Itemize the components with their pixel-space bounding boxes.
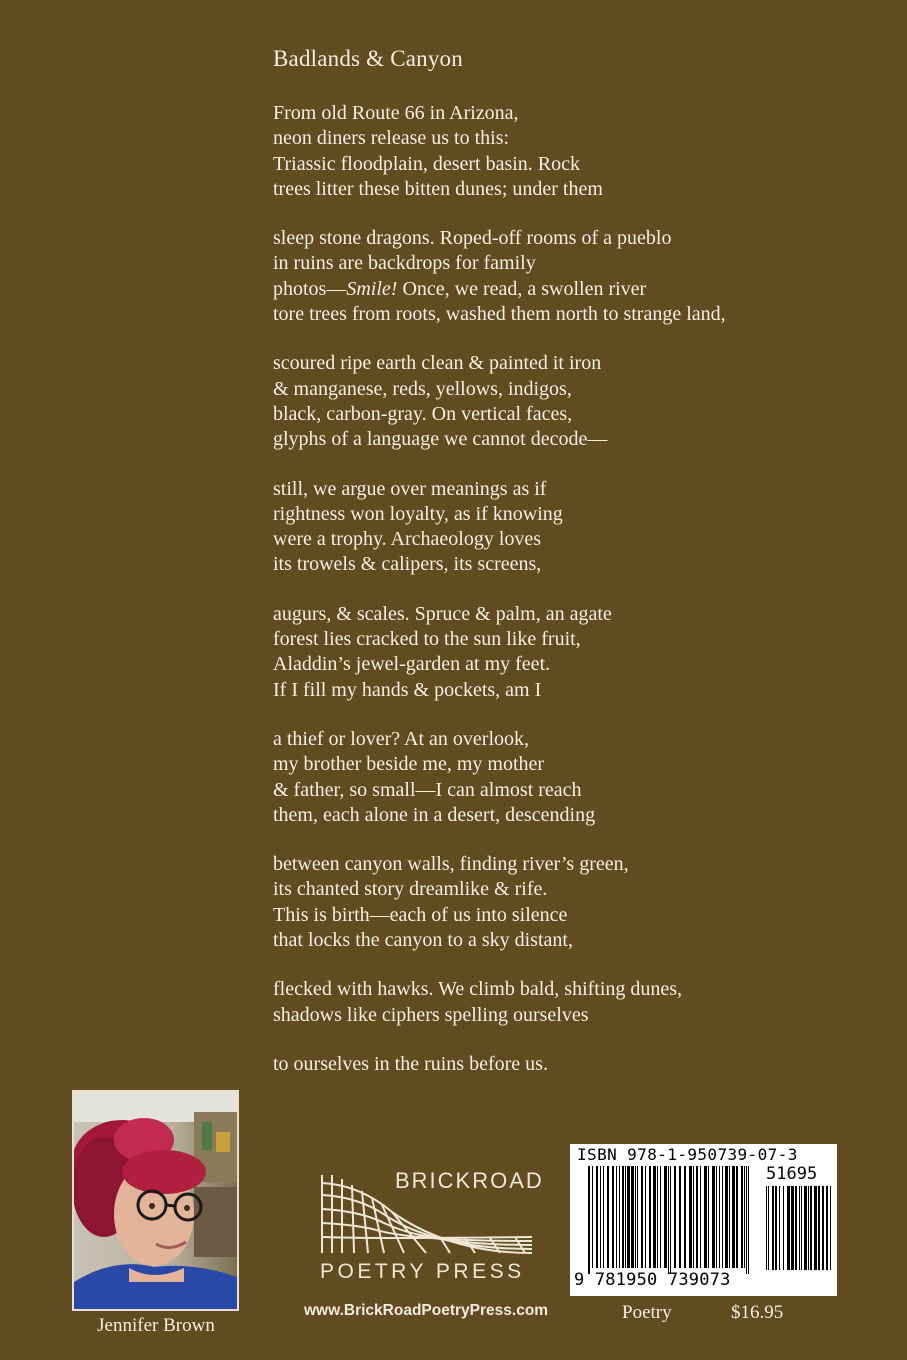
price-code: 51695 [766,1164,818,1184]
barcode-bar [801,1186,802,1270]
poem-line: flecked with hawks. We climb bald, shifting dunes, [273,978,683,1001]
poem-stanza [273,1052,793,1077]
barcode-bar [657,1166,658,1268]
poem-line: & father, so small—I can almost reach [273,778,582,801]
barcode-bar [668,1166,669,1274]
barcode-bar [612,1166,614,1268]
barcode-bar [804,1186,807,1270]
barcode-bar [596,1166,598,1268]
poem-line: augurs, & scales. Spruce & palm, an agate [273,602,612,625]
barcode-bar [627,1166,630,1268]
poem-line: black, carbon-gray. On vertical faces, [273,402,573,425]
poem-line: Triassic floodplain, desert basin. Rock [273,152,581,175]
poem-stanza [273,602,793,703]
poem-stanza [273,351,793,452]
publisher-website[interactable]: www.BrickRoadPoetryPress.com [304,1302,549,1319]
barcode-bar [600,1166,601,1268]
barcode-bar [719,1166,720,1268]
barcode-bar [619,1166,620,1268]
barcode-bar [664,1166,667,1268]
poem-stanza [273,226,793,327]
poem-line: tore trees from roots, washed them north to strange land, [273,303,726,326]
poem-line: its chanted story dreamlike & rife. [273,878,548,901]
poem-line: Aladdin’s jewel-garden at my feet. [273,653,551,676]
ean-digits: 9 781950 739073 [574,1270,731,1290]
barcode-bar [660,1166,661,1268]
barcode-bar [704,1166,707,1268]
barcode-bar [603,1166,604,1268]
barcode-bar [732,1166,735,1268]
barcode-bar [607,1166,609,1268]
poem-line: & manganese, reds, yellows, indigos, [273,377,572,400]
poem-body [273,101,793,1101]
poem-line: them, each alone in a desert, descending [273,803,596,826]
logo-poetry-press-text: POETRY PRESS [320,1260,525,1283]
barcode-bar [826,1186,828,1270]
poem-title: Badlands & Canyon [273,46,463,71]
price-label: $16.95 [731,1302,784,1323]
poem-stanza [273,477,793,578]
logo-brickroad-text: BRICKROAD [395,1168,544,1193]
barcode-bar [736,1166,738,1268]
barcode-bar [716,1166,717,1268]
poem-line: rightness won loyalty, as if knowing [273,502,563,525]
poem-line: to ourselves in the ruins before us. [273,1052,548,1075]
barcode-bar [772,1186,774,1270]
poem-line: forest lies cracked to the sun like fruit, [273,628,581,651]
poem-line: glyphs of a language we cannot decode— [273,428,608,451]
poem-line: photos—Smile! Once, we read, a swollen river [273,277,647,300]
barcode-bar [649,1166,651,1268]
poem-stanza [273,101,793,202]
barcode-bar [768,1186,769,1270]
barcode-bar [791,1186,794,1270]
barcode-bar [746,1166,747,1274]
barcode-bar [808,1186,809,1270]
barcode-bar [741,1166,743,1268]
barcode-bar [814,1186,817,1270]
poem-line: neon diners release us to this: [273,127,510,150]
author-photo [72,1090,239,1311]
barcode-bar [670,1166,671,1274]
barcode-bar [693,1166,694,1268]
publisher-logo [320,1165,544,1285]
barcode-bar [588,1166,590,1274]
barcode-bar [775,1186,777,1270]
barcode-bar [696,1166,698,1268]
barcode-bar [795,1186,797,1270]
poem-line: its trowels & calipers, its screens, [273,553,542,576]
barcode-bar [725,1166,728,1268]
barcode-bar [830,1186,831,1270]
barcode-bar [622,1166,624,1268]
barcode-bar [712,1166,715,1268]
poem-line: If I fill my hands & pockets, am I [273,678,542,701]
barcode-bar [631,1166,634,1268]
isbn-label: ISBN 978-1-950739-07-3 [577,1145,798,1164]
barcode-bar [799,1186,800,1270]
poem-line: between canyon walls, finding river’s green, [273,853,629,876]
barcode-bar [635,1166,636,1268]
barcode-bar [722,1166,723,1268]
barcode-bar [729,1166,730,1268]
genre-label: Poetry [622,1302,672,1323]
barcode-bar [744,1166,745,1268]
poem-line: From old Route 66 in Arizona, [273,102,519,124]
barcode-bar [818,1186,820,1270]
poem-line: trees litter these bitten dunes; under them [273,177,603,200]
isbn-barcode [570,1144,837,1296]
poem-line: shadows like ciphers spelling ourselves [273,1003,589,1026]
barcode-bar [810,1186,812,1270]
poem-line: a thief or lover? At an overlook, [273,727,530,750]
poem-line: that locks the canyon to a sky distant, [273,929,573,952]
poem-stanza [273,727,793,828]
barcode-bar [787,1186,790,1270]
barcode-bar [689,1166,692,1268]
barcode-bar [645,1166,646,1268]
barcode-bar [625,1166,626,1268]
poem-line: were a trophy. Archaeology loves [273,528,542,551]
barcode-bar [779,1186,780,1270]
poem-line: still, we argue over meanings as if [273,477,547,500]
barcode-bar [674,1166,676,1268]
poem-stanza [273,977,793,1028]
barcode-bar [616,1166,617,1268]
barcode-bar [783,1186,784,1270]
barcode-bar [641,1166,643,1268]
author-portrait-image [74,1092,237,1309]
poem-line: This is birth—each of us into silence [273,903,568,926]
barcode-bar [653,1166,656,1268]
poem-line: sleep stone dragons. Roped-off rooms of a pueblo [273,227,672,250]
barcode-bar [708,1166,709,1268]
poem-line: scoured ripe earth clean & painted it iron [273,352,602,375]
barcode-bar [700,1166,701,1268]
barcode-bar [684,1166,686,1268]
barcode-bar [679,1166,681,1268]
barcode-bar [637,1166,638,1268]
author-name: Jennifer Brown [97,1315,215,1336]
barcode-bar [748,1166,749,1274]
poem-stanza [273,852,793,953]
barcode-bar [592,1166,593,1268]
barcode-bar [766,1186,767,1270]
barcode-bar [822,1186,824,1270]
poem-line: my brother beside me, my mother [273,753,545,776]
poem-line: in ruins are backdrops for family [273,252,536,275]
